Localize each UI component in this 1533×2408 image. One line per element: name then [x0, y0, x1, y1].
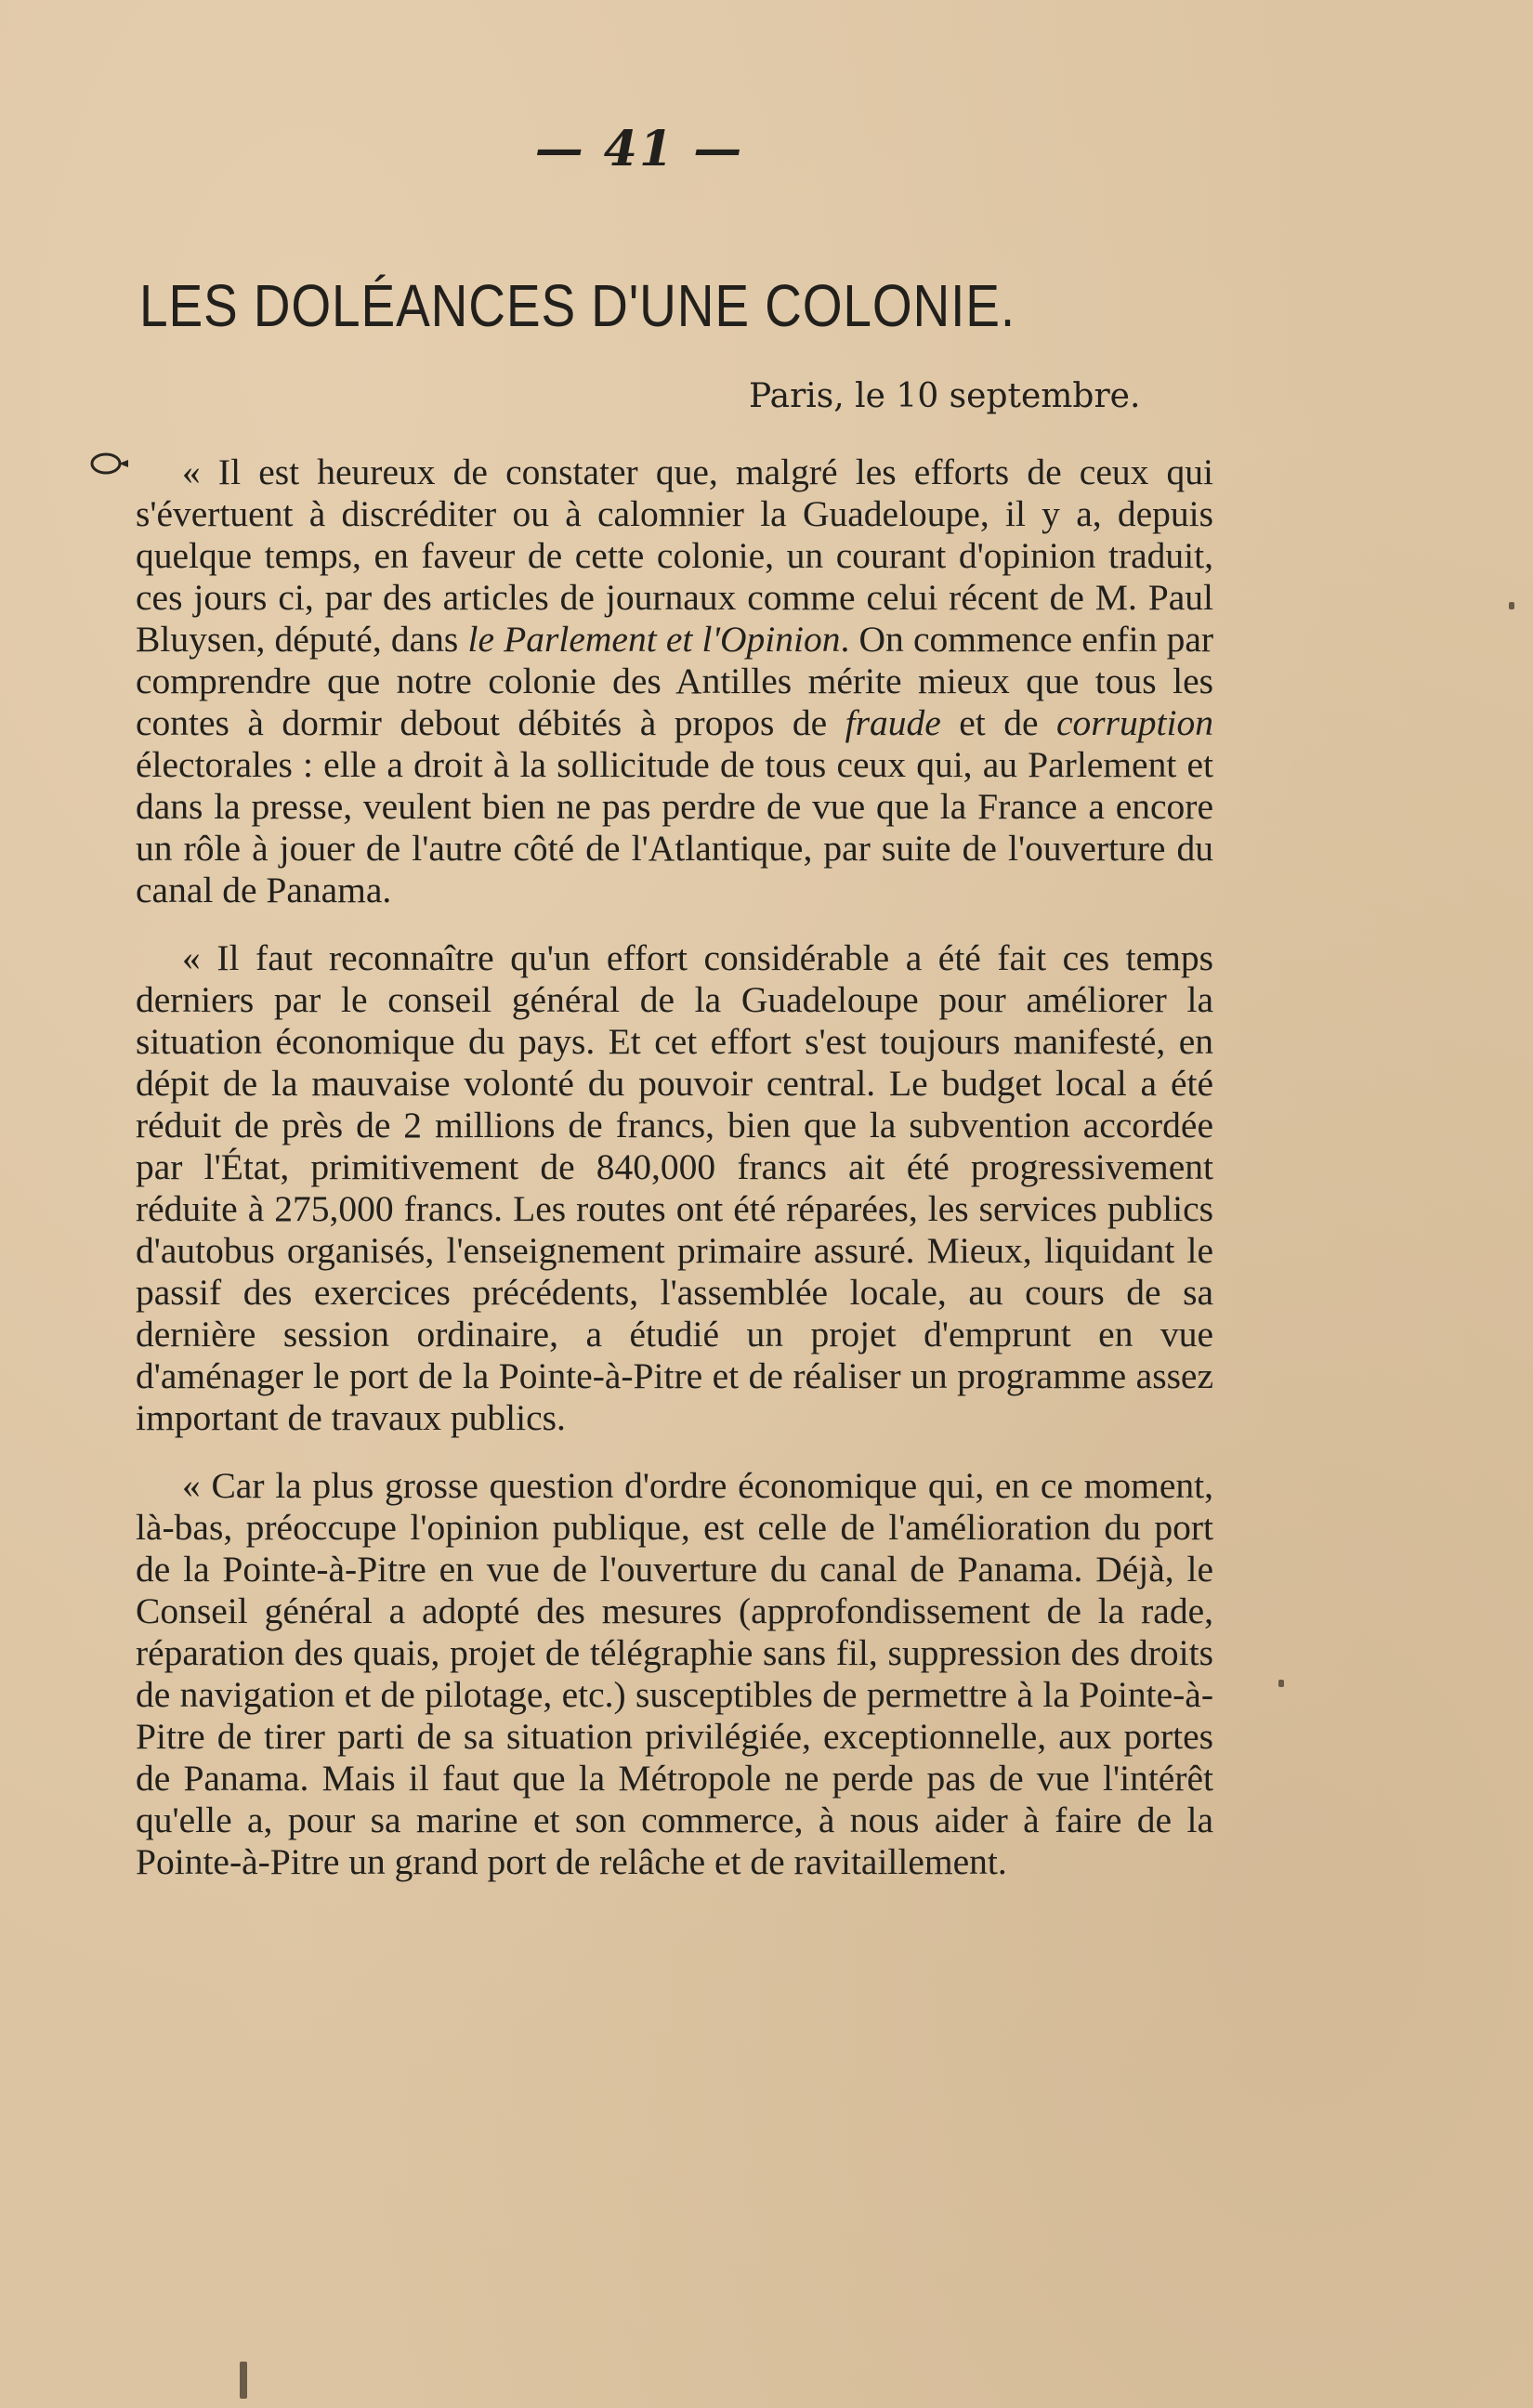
paragraph-1-part-a: « Il est heureux de constater que, malgré les efforts de ceux qui s'évertuent à discréditer ou à calomnier la Guadeloupe, il y a, depuis quelque temps, en faveur de cette colonie, un courant d'opinion traduit, ces jours ci, par des articles de journaux comme celui récent de M. Paul Bluysen, député, dans	[136, 452, 1213, 660]
paragraph-1-part-c: et de	[940, 702, 1057, 743]
paragraph-1-part-b: . On commence enfin par comprendre que notre colonie des Antilles mérite mieux que tous les contes à dormir debout débités à propos de	[136, 619, 1214, 743]
margin-speck	[240, 2362, 247, 2399]
paragraph-2: « Il faut reconnaître qu'un effort considérable a été fait ces temps derniers par le conseil général de la Guadeloupe pour améliorer la situation économique du pays. Et cet effort s'est toujours manifesté, en dépit de la mauvaise volonté du pouvoir central. Le budget local a été réduit de près de 2 millions de francs, bien que la subvention accordée par l'État, primitivement de 840,000 francs ait été progressivement réduite à 275,000 francs. Les routes ont été réparées, les services publics d'autobus organisés, l'enseignement primaire assuré. Mieux, liquidant le passif des exercices précédents, l'assemblée locale, au cours de sa dernière session ordinaire, a étudié un projet d'emprunt en vue d'aménager le port de la Pointe-à-Pitre et de réaliser un programme assez important de travaux publics.	[136, 937, 1213, 1438]
page-number: — 41 —	[534, 121, 744, 177]
paragraph-mark-icon	[87, 450, 132, 478]
paragraph-1	[136, 452, 1213, 911]
article-title: LES DOLÉANCES D'UNE COLONIE.	[139, 272, 1015, 339]
article-body	[136, 452, 1213, 1909]
emphasis-fraude: fraude	[845, 702, 941, 743]
margin-speck	[1278, 1680, 1284, 1687]
newspaper-title: le Parlement et l'Opinion	[467, 619, 841, 660]
dateline: Paris, le 10 septembre.	[749, 377, 1141, 415]
paragraph-3: « Car la plus grosse question d'ordre économique qui, en ce moment, là-bas, préoccupe l'opinion publique, est celle de l'amélioration du port de la Pointe-à-Pitre en vue de l'ouverture du canal de Panama. Déjà, le Conseil général a adopté des mesures (approfondissement de la rade, réparation des quais, projet de télégraphie sans fil, suppression des droits de navigation et de pilotage, etc.) susceptibles de permettre à la Pointe-à-Pitre de tirer parti de sa situation privilégiée, exceptionnelle, aux portes de Panama. Mais il faut que la Métropole ne perde pas de vue l'intérêt qu'elle a, pour sa marine et son commerce, à nous aider à faire de la Pointe-à-Pitre un grand port de relâche et de ravitaillement.	[136, 1465, 1213, 1882]
paragraph-1-part-d: électorales : elle a droit à la sollicitude de tous ceux qui, au Parlement et dans la presse, veulent bien ne pas perdre de vue que la France a encore un rôle à jouer de l'autre côté de l'Atlantique, par suite de l'ouverture du canal de Panama.	[136, 744, 1213, 910]
emphasis-corruption: corruption	[1056, 702, 1213, 743]
margin-speck	[1509, 602, 1514, 609]
